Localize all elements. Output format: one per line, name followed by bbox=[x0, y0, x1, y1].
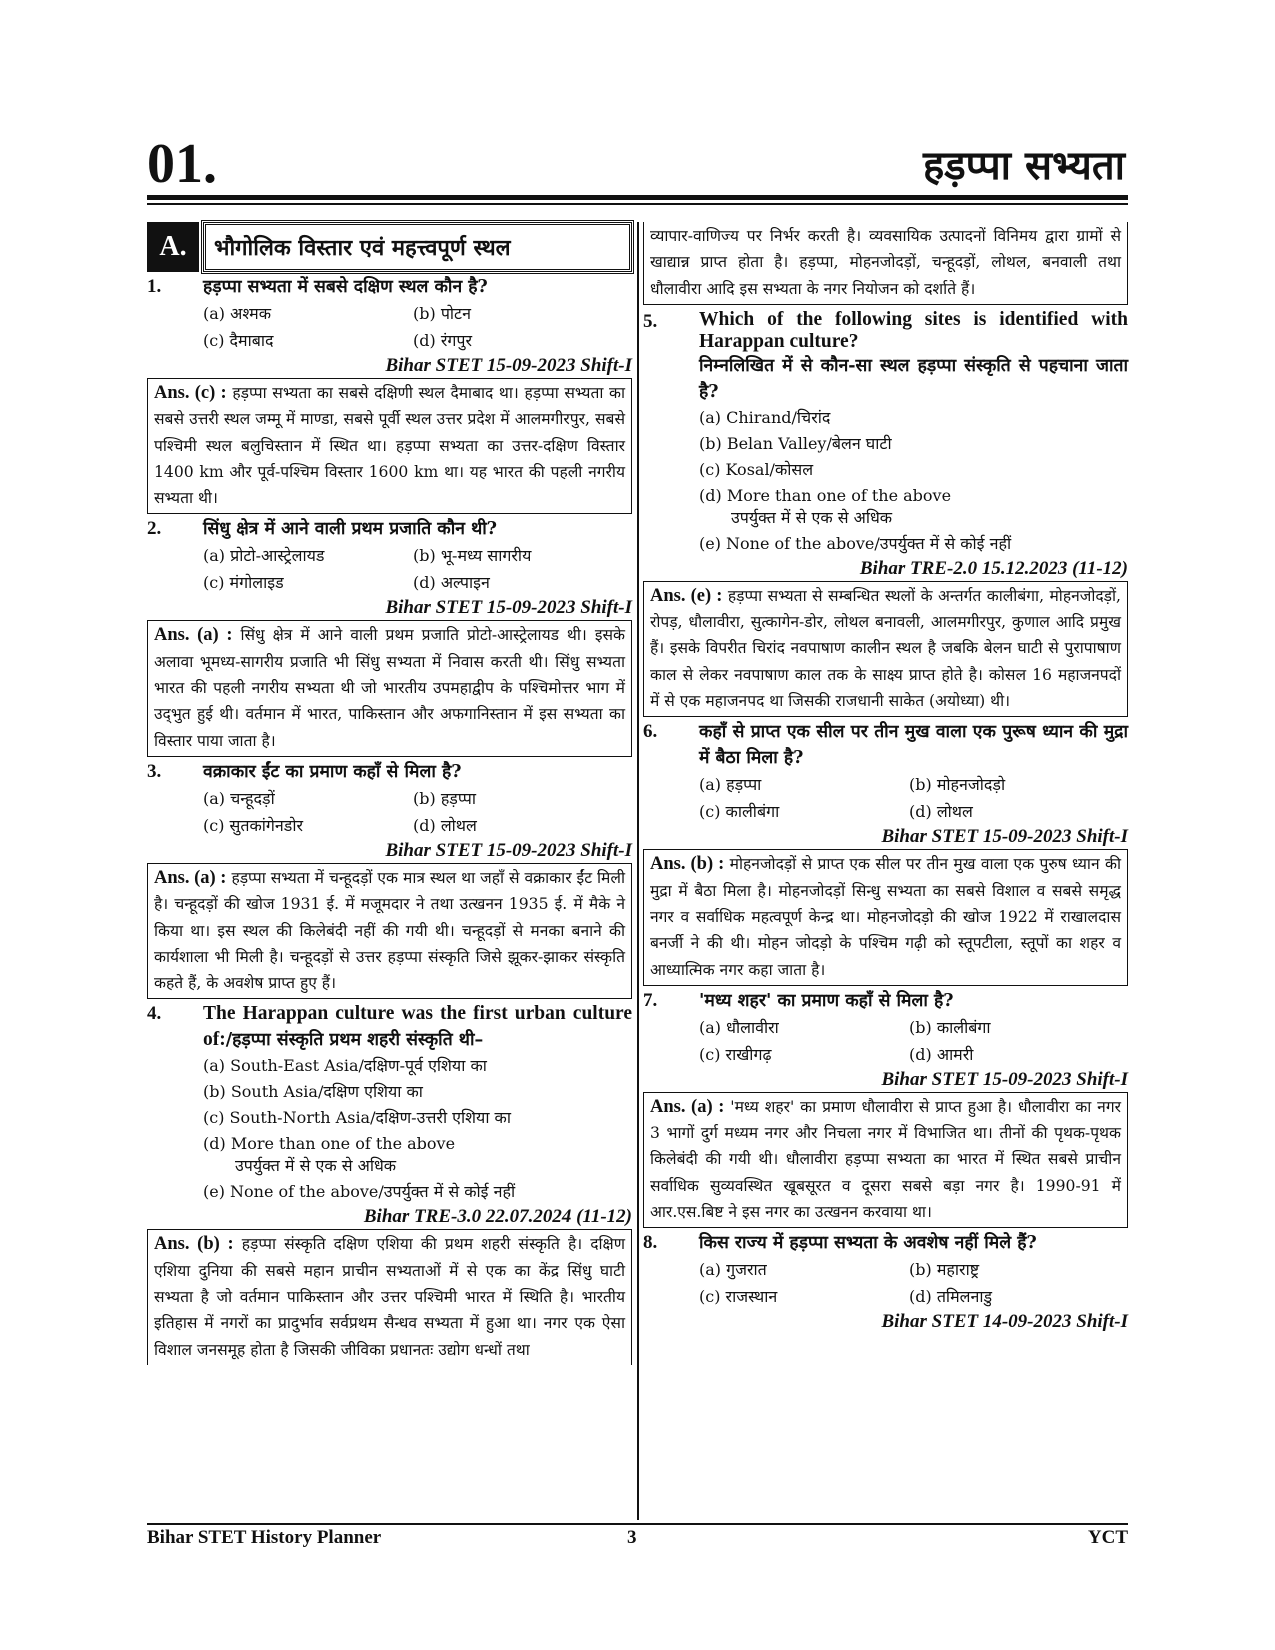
section-title: भौगोलिक विस्तार एवं महत्त्वपूर्ण स्थल bbox=[203, 222, 632, 272]
question-number: 8. bbox=[643, 1232, 658, 1254]
question-text: कहाँ से प्राप्त एक सील पर तीन मुख वाला एक पुरूष ध्यान की मुद्रा में बैठा मिला है? bbox=[699, 722, 1128, 769]
answer-text: मोहनजोदड़ों से प्राप्त एक सील पर तीन मुख वाला एक पुरुष ध्यान की मुद्रा में बैठा मिला है। मोहनजोदड़ों सिन्धु सभ्यता का सबसे विशाल व सबसे समृद्ध नगर व सर्वाधिक महत्वपूर्ण केन्द्र था। मोहनजोदड़ो की खोज 1922 में राखालदास बनर्जी ने की थी। मोहन जोदड़ो के पश्चिम गढ़ी को स्तूपटीला, स्तूपों का शहर व आध्यात्मिक नगर कहा जाता है। bbox=[650, 855, 1121, 979]
option-d: (d) अल्पाइन bbox=[413, 573, 490, 593]
answer-text: हड़प्पा संस्कृति दक्षिण एशिया की प्रथम शहरी संस्कृति है। दक्षिण एशिया दुनिया की सबसे महान प्राचीन सभ्यताओं में से एक का केंद्र सिंधु घाटी सभ्यता है जो वर्तमान पाकिस्तान और उत्तर पश्चिमी भारत में स्थिति है। भारतीय इतिहास में नगरों का प्रादुर्भाव सर्वप्रथम सैन्धव सभ्यता में हुआ था। नगर एक ऐसा विशाल जनसमूह होता है जिसकी जीविका प्रधानतः उद्योग धन्धों तथा bbox=[154, 1235, 625, 1359]
column-divider bbox=[637, 222, 639, 1520]
question-5 bbox=[643, 309, 1128, 405]
option-a: (a) Chirand/चिरांद bbox=[699, 407, 831, 427]
chapter-title: हड़प्पा सभ्यता bbox=[922, 143, 1125, 189]
options bbox=[699, 771, 1128, 825]
answer-label: Ans. (a) : bbox=[154, 867, 227, 888]
question-text: हड़प्पा सभ्यता में सबसे दक्षिण स्थल कौन है? bbox=[203, 277, 488, 297]
question-4 bbox=[147, 1001, 632, 1053]
question-source: Bihar STET 15-09-2023 Shift-I bbox=[385, 597, 632, 619]
option-c: (c) दैमाबाद bbox=[203, 331, 274, 350]
answer-box bbox=[643, 1092, 1128, 1228]
answer-continuation bbox=[643, 222, 1128, 305]
answer-box bbox=[147, 1229, 632, 1364]
header-rule-thin bbox=[147, 203, 1128, 205]
option-d: (d) लोथल bbox=[413, 815, 477, 835]
question-number: 2. bbox=[147, 518, 162, 540]
option-b: (b) Belan Valley/बेलन घाटी bbox=[699, 433, 892, 453]
answer-label: Ans. (a) : bbox=[154, 625, 233, 646]
section-header bbox=[147, 222, 632, 272]
option-d: (d) लोथल bbox=[909, 802, 973, 822]
option-c: (c) Kosal/कोसल bbox=[699, 459, 814, 479]
footer-publisher: YCT bbox=[1087, 1527, 1128, 1548]
option-c: (c) कालीबंगा bbox=[699, 802, 780, 822]
option-a: (a) धौलावीरा bbox=[699, 1017, 779, 1037]
option-b: (b) कालीबंगा bbox=[909, 1017, 991, 1037]
question-source: Bihar TRE-2.0 15.12.2023 (11-12) bbox=[859, 557, 1128, 579]
question-text-en: Which of the following sites is identified with Harappan culture? bbox=[699, 308, 1128, 352]
options bbox=[699, 405, 1128, 557]
question-source: Bihar STET 15-09-2023 Shift-I bbox=[385, 839, 632, 861]
question-source: Bihar TRE-3.0 22.07.2024 (11-12) bbox=[363, 1206, 632, 1228]
option-e: (e) None of the above/उपर्युक्त में से कोई नहीं bbox=[203, 1182, 516, 1202]
option-a: (a) अश्मक bbox=[203, 304, 271, 323]
question-source: Bihar STET 14-09-2023 Shift-I bbox=[881, 1311, 1128, 1333]
question-text-en: The Harappan culture was the first urban culture of: bbox=[203, 1003, 632, 1051]
answer-box bbox=[643, 581, 1128, 717]
options bbox=[203, 300, 632, 354]
option-d: (d) More than one of the above bbox=[203, 1134, 456, 1154]
option-d: (d) More than one of the above bbox=[699, 485, 952, 505]
answer-text: हड़प्पा सभ्यता का सबसे दक्षिणी स्थल दैमाबाद था। हड़प्पा सभ्यता का सबसे उत्तरी स्थल जम्मू में माण्डा, सबसे पूर्वी स्थल उत्तर प्रदेश में आलमगीरपुर, सबसे पश्चिमी स्थल बलुचिस्तान में स्थित था। हड़प्पा सभ्यता का उत्तर-दक्षिण विस्तार 1400 km और पूर्व-पश्चिम विस्तार 1600 km था। यह भारत की पहली नगरीय सभ्यता थी। bbox=[154, 384, 625, 508]
header-rule-thick bbox=[147, 195, 1128, 200]
answer-label: Ans. (b) : bbox=[154, 1234, 234, 1255]
question-number: 7. bbox=[643, 989, 658, 1011]
option-d-hindi: उपर्युक्त में से एक से अधिक bbox=[731, 507, 893, 527]
option-a: (a) गुजरात bbox=[699, 1260, 767, 1280]
option-c: (c) राजस्थान bbox=[699, 1287, 778, 1307]
answer-box bbox=[147, 378, 632, 514]
question-number: 3. bbox=[147, 760, 162, 782]
right-column bbox=[643, 222, 1128, 1334]
question-6 bbox=[643, 719, 1128, 771]
page-number: 3 bbox=[627, 1527, 637, 1548]
question-text: 'मध्य शहर' का प्रमाण कहाँ से मिला है? bbox=[699, 990, 954, 1011]
question-source: Bihar STET 15-09-2023 Shift-I bbox=[385, 355, 632, 376]
answer-box bbox=[643, 849, 1128, 985]
answer-text: सिंधु क्षेत्र में आने वाली प्रथम प्रजाति प्रोटो-आस्ट्रेलायड थी। इसके अलावा भूमध्य-सागरीय प्रजाति भी सिंधु सभ्यता में निवास करती थी। सिंधु सभ्यता भारत की पहली नगरीय सभ्यता थी जो भारतीय उपमहाद्वीप के पश्चिमोत्तर भाग में उद्‌भुत हुई थी। वर्तमान में भारत, पाकिस्तान और अफगानिस्तान में इस सभ्यता का विस्तार पाया जाता है। bbox=[154, 626, 625, 750]
option-b: (b) भू-मध्य सागरीय bbox=[413, 546, 532, 566]
option-d: (d) आमरी bbox=[909, 1044, 974, 1064]
question-number: 6. bbox=[643, 721, 658, 743]
question-text: सिंधु क्षेत्र में आने वाली प्रथम प्रजाति कौन थी? bbox=[203, 519, 498, 540]
options bbox=[203, 542, 632, 596]
question-2 bbox=[147, 516, 632, 542]
option-a: (a) प्रोटो-आस्ट्रेलायड bbox=[203, 546, 325, 566]
option-c: (c) South-North Asia/दक्षिण-उत्तरी एशिया का bbox=[203, 1108, 511, 1128]
answer-label: Ans. (e) : bbox=[650, 585, 723, 606]
option-c: (c) राखीगढ़ bbox=[699, 1044, 772, 1064]
answer-text: हड़प्पा सभ्यता से सम्बन्धित स्थलों के अन्तर्गत कालीबंगा, मोहनजोदड़ों, रोपड़, धौलावीरा, सुत्कागेन-डोर, लोथल बनावली, आलमगीरपुर, कुणाल आदि प्रमुख हैं। इसके विपरीत चिरांद नवपाषाण कालीन स्थल है जबकि बेलन घाटी से पुरापाषाण काल से लेकर नवपाषाण काल तक के साक्ष्य प्राप्त होते है। कोसल 16 महाजनपदों में से एक महाजनपद था जिसकी राजधानी साकेत (अयोध्या) थी। bbox=[650, 586, 1121, 711]
option-e: (e) None of the above/उपर्युक्त में से कोई नहीं bbox=[699, 533, 1012, 553]
question-source: Bihar STET 15-09-2023 Shift-I bbox=[881, 826, 1128, 848]
option-d: (d) रंगपुर bbox=[413, 331, 472, 350]
option-a: (a) चन्हूदड़ों bbox=[203, 788, 275, 808]
options bbox=[699, 1256, 1128, 1310]
options bbox=[203, 1053, 632, 1205]
answer-text: 'मध्य शहर' का प्रमाण धौलावीरा से प्राप्त हुआ है। धौलावीरा का नगर 3 भागों दुर्ग मध्यम नगर और निचला नगर में विभाजित था। तीनों की पृथक-पृथक किलेबंदी की गयी थी। धौलावीरा हड़प्पा सभ्यता का भारत में स्थित सबसे प्राचीन सर्वाधिक सुव्यवस्थित खूबसूरत व दूसरा सबसे बड़ा नगर है। 1990-91 में आर.एस.बिष्ट ने इस नगर का उत्खनन करवाया था। bbox=[650, 1097, 1121, 1222]
answer-text: हड़प्पा सभ्यता में चन्हूदड़ों एक मात्र स्थल था जहाँ से वक्राकार ईंट मिली है। चन्हूदड़ों की खोज 1931 ई. में मजूमदार ने तथा उत्खनन 1935 ई. में मैके ने किया था। इस स्थल की किलेबंदी नहीं की गयी थी। चन्हूदड़ों से मनका बनाने की कार्यशाला भी मिली है। चन्हूदड़ों से उत्तर हड़प्पा संस्कृति जिसे झूकर-झाकर संस्कृति कहते हैं, के अवशेष प्राप्त हुए हैं। bbox=[154, 868, 625, 993]
option-a: (a) हड़प्पा bbox=[699, 775, 762, 795]
option-c: (c) मंगोलाइड bbox=[203, 573, 284, 593]
question-8 bbox=[643, 1230, 1128, 1256]
option-d-hindi: उपर्युक्त में से एक से अधिक bbox=[235, 1156, 397, 1176]
left-column bbox=[147, 222, 632, 1367]
question-number: 1. bbox=[147, 276, 162, 297]
option-a: (a) South-East Asia/दक्षिण-पूर्व एशिया का bbox=[203, 1056, 487, 1076]
question-text: वक्राकार ईंट का प्रमाण कहाँ से मिला है? bbox=[203, 761, 462, 782]
option-b: (b) पोटन bbox=[413, 304, 471, 323]
question-source: Bihar STET 15-09-2023 Shift-I bbox=[881, 1068, 1128, 1090]
question-3 bbox=[147, 759, 632, 785]
question-1 bbox=[147, 274, 632, 300]
question-text bbox=[203, 1001, 632, 1053]
options bbox=[203, 785, 632, 839]
question-text-hi: निम्नलिखित में से कौन-सा स्थल हड़प्पा संस्कृति से पहचाना जाता है? bbox=[699, 355, 1128, 402]
option-d: (d) तमिलनाडु bbox=[909, 1287, 993, 1307]
question-number: 4. bbox=[147, 1003, 162, 1025]
options bbox=[699, 1014, 1128, 1068]
question-7 bbox=[643, 988, 1128, 1014]
footer-rule bbox=[147, 1523, 1128, 1525]
option-b: (b) महाराष्ट्र bbox=[909, 1260, 980, 1280]
footer-book-title: Bihar STET History Planner bbox=[147, 1527, 382, 1548]
option-b: (b) हड़प्पा bbox=[413, 788, 477, 808]
option-b: (b) South Asia/दक्षिण एशिया का bbox=[203, 1082, 423, 1102]
section-letter: A. bbox=[147, 222, 199, 272]
answer-box bbox=[147, 620, 632, 756]
question-number: 5. bbox=[643, 310, 658, 332]
answer-label: Ans. (b) : bbox=[650, 854, 725, 875]
answer-label: Ans. (c) : bbox=[154, 383, 227, 403]
answer-text: व्यापार-वाणिज्य पर निर्भर करती है। व्यवसायिक उत्पादनों विनिमय द्वारा ग्रामों से खाद्यान्न प्राप्त होता है। हड़प्पा, मोहनजोदड़ों, चन्हूदड़ों, लोथल, बनवाली तथा धौलावीरा आदि इस सभ्यता के नगर नियोजन को दर्शाते हैं। bbox=[650, 227, 1121, 298]
option-b: (b) मोहनजोदड़ो bbox=[909, 775, 1006, 795]
answer-label: Ans. (a) : bbox=[650, 1096, 725, 1117]
chapter-number: 01. bbox=[147, 133, 217, 195]
answer-box bbox=[147, 863, 632, 999]
question-text: किस राज्य में हड़प्पा सभ्यता के अवशेष नहीं मिले हैं? bbox=[699, 1233, 1037, 1254]
option-c: (c) सुतकांगेनडोर bbox=[203, 815, 304, 835]
question-text-hi: /हड़प्पा संस्कृति प्रथम शहरी संस्कृति थी– bbox=[225, 1030, 484, 1051]
question-text bbox=[699, 309, 1128, 405]
